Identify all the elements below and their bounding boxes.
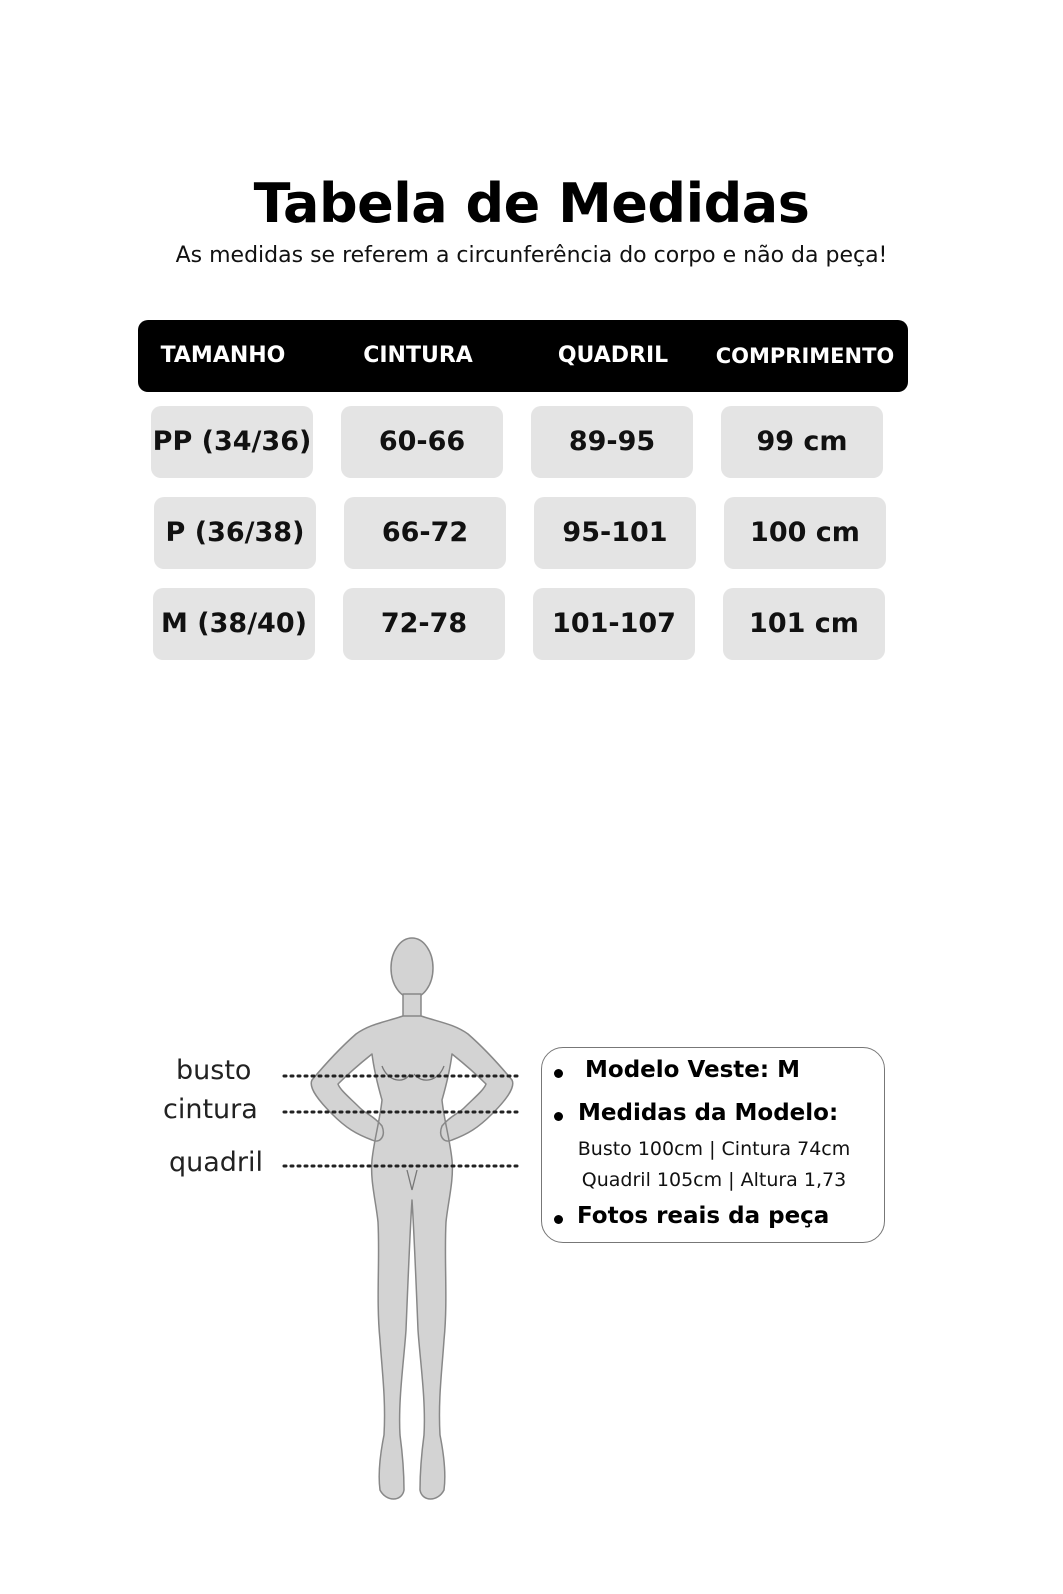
table-cell-size: P (36/38) bbox=[154, 497, 316, 569]
bust-label: busto bbox=[176, 1055, 252, 1086]
mannequin-illustration bbox=[160, 930, 540, 1510]
bullet-icon bbox=[554, 1215, 563, 1224]
model-measures-title: Medidas da Modelo: bbox=[578, 1100, 839, 1126]
table-cell-hip: 101-107 bbox=[533, 588, 695, 660]
body-figure bbox=[160, 930, 540, 1510]
table-cell-size: PP (34/36) bbox=[151, 406, 313, 478]
table-cell-hip: 95-101 bbox=[534, 497, 696, 569]
header-hip: QUADRIL bbox=[557, 343, 669, 368]
table-header bbox=[138, 320, 908, 392]
page-subtitle: As medidas se referem a circunferência do corpo e não da peça! bbox=[175, 243, 888, 268]
waist-label: cintura bbox=[163, 1094, 258, 1125]
table-cell-waist: 66-72 bbox=[344, 497, 506, 569]
real-photos-note: Fotos reais da peça bbox=[577, 1203, 830, 1229]
model-info-box bbox=[541, 1047, 885, 1243]
bullet-icon bbox=[554, 1112, 563, 1121]
table-cell-size: M (38/40) bbox=[153, 588, 315, 660]
header-length: COMPRIMENTO bbox=[715, 344, 895, 368]
header-size: TAMANHO bbox=[160, 343, 286, 368]
table-cell-length: 99 cm bbox=[721, 406, 883, 478]
bullet-icon bbox=[554, 1069, 563, 1078]
header-waist: CINTURA bbox=[363, 343, 473, 368]
model-measures-line1: Busto 100cm | Cintura 74cm bbox=[577, 1138, 851, 1160]
table-cell-waist: 72-78 bbox=[343, 588, 505, 660]
table-cell-length: 100 cm bbox=[724, 497, 886, 569]
page-title: Tabela de Medidas bbox=[253, 172, 810, 235]
hip-label: quadril bbox=[169, 1147, 264, 1178]
model-measures-line2: Quadril 105cm | Altura 1,73 bbox=[581, 1169, 847, 1191]
table-cell-hip: 89-95 bbox=[531, 406, 693, 478]
table-cell-length: 101 cm bbox=[723, 588, 885, 660]
table-cell-waist: 60-66 bbox=[341, 406, 503, 478]
model-wears: Modelo Veste: M bbox=[585, 1057, 800, 1083]
